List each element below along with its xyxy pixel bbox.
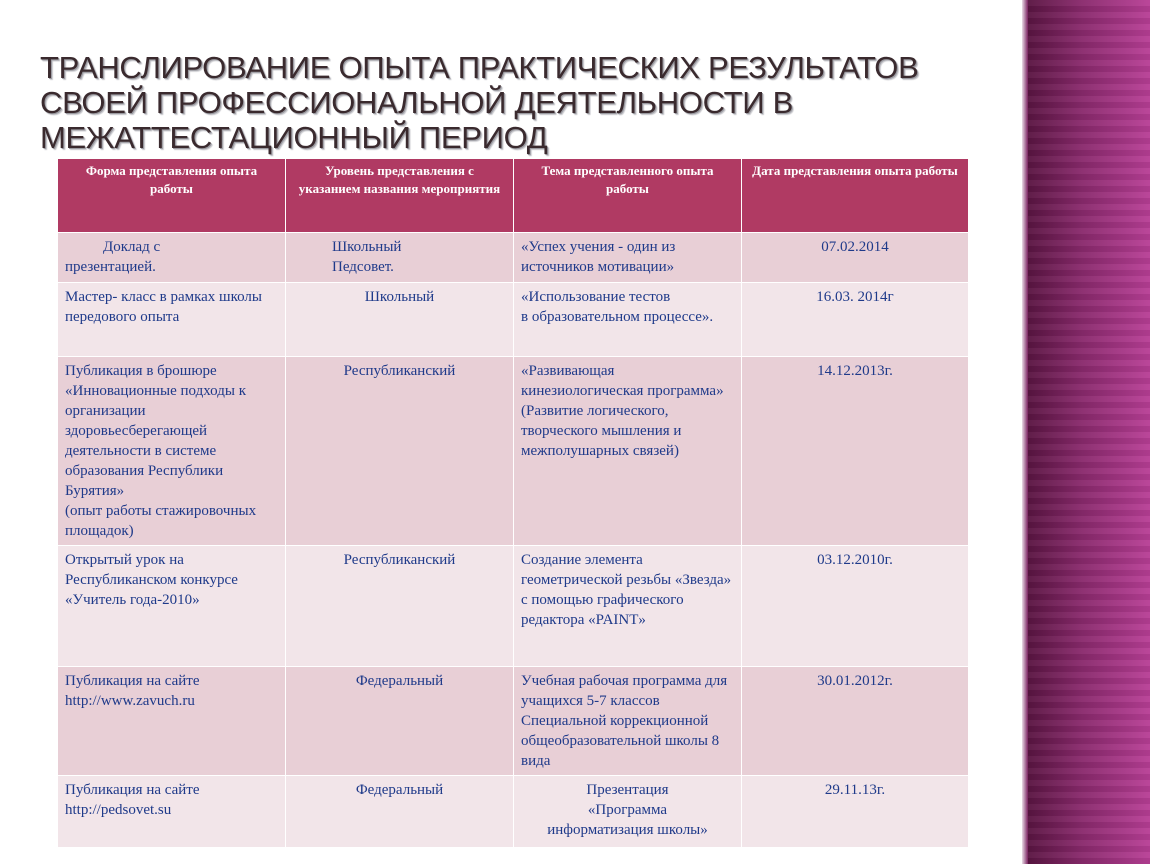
- cell-form: Открытый урок на Республиканском конкурсе «Учитель года-2010»: [58, 546, 286, 667]
- header-level: Уровень представления с указанием названия мероприятия: [286, 159, 514, 233]
- cell-form: Мастер- класс в рамках школы передового опыта: [58, 283, 286, 357]
- table-header-row: [58, 159, 969, 233]
- table-row: [58, 283, 969, 357]
- cell-topic: Учебная рабочая программа для учащихся 5-7 классов Специальной коррекционной общеобразовательной школы 8 вида: [514, 667, 742, 776]
- cell-topic: Презентация «Программа информатизация школы»: [514, 776, 742, 848]
- header-topic: Тема представленного опыта работы: [514, 159, 742, 233]
- table-row: [58, 776, 969, 848]
- cell-topic: Создание элемента геометрической резьбы «Звезда» с помощью графического редактора «PAINT»: [514, 546, 742, 667]
- cell-level: Школьный Педсовет.: [286, 233, 514, 283]
- cell-date: 07.02.2014: [742, 233, 969, 283]
- cell-date: 29.11.13г.: [742, 776, 969, 848]
- cell-level: Федеральный: [286, 667, 514, 776]
- experience-table: [57, 158, 969, 848]
- header-form: Форма представления опыта работы: [58, 159, 286, 233]
- cell-form-text: Доклад с презентацией.: [65, 239, 161, 275]
- cell-level: Республиканский: [286, 546, 514, 667]
- cell-topic: «Развивающая кинезиологическая программа» (Развитие логического, творческого мышления и межполушарных связей): [514, 357, 742, 546]
- header-date: Дата представления опыта работы: [742, 159, 969, 233]
- decorative-sidebar: [1028, 0, 1150, 864]
- cell-date: 16.03. 2014г: [742, 283, 969, 357]
- table-row: [58, 546, 969, 667]
- cell-date: 14.12.2013г.: [742, 357, 969, 546]
- cell-form: Публикация на сайте http://www.zavuch.ru: [58, 667, 286, 776]
- table-row: [58, 357, 969, 546]
- cell-level: Федеральный: [286, 776, 514, 848]
- table-row: [58, 233, 969, 283]
- cell-form: [58, 233, 286, 283]
- cell-date: 30.01.2012г.: [742, 667, 969, 776]
- cell-form: Публикация в брошюре «Инновационные подходы к организации здоровьесберегающей деятельности в системе образования Республики Бурятия» (опыт работы стажировочных площадок): [58, 357, 286, 546]
- slide-title: ТРАНСЛИРОВАНИЕ ОПЫТА ПРАКТИЧЕСКИХ РЕЗУЛЬТАТОВ СВОЕЙ ПРОФЕССИОНАЛЬНОЙ ДЕЯТЕЛЬНОСТИ В МЕЖАТТЕСТАЦИОННЫЙ ПЕРИОД: [40, 50, 919, 155]
- cell-date: 03.12.2010г.: [742, 546, 969, 667]
- cell-form: Публикация на сайте http://pedsovet.su: [58, 776, 286, 848]
- cell-level: Школьный: [286, 283, 514, 357]
- table-row: [58, 667, 969, 776]
- cell-topic: «Использование тестов в образовательном процессе».: [514, 283, 742, 357]
- cell-level: Республиканский: [286, 357, 514, 546]
- cell-topic: «Успех учения - один из источников мотивации»: [514, 233, 742, 283]
